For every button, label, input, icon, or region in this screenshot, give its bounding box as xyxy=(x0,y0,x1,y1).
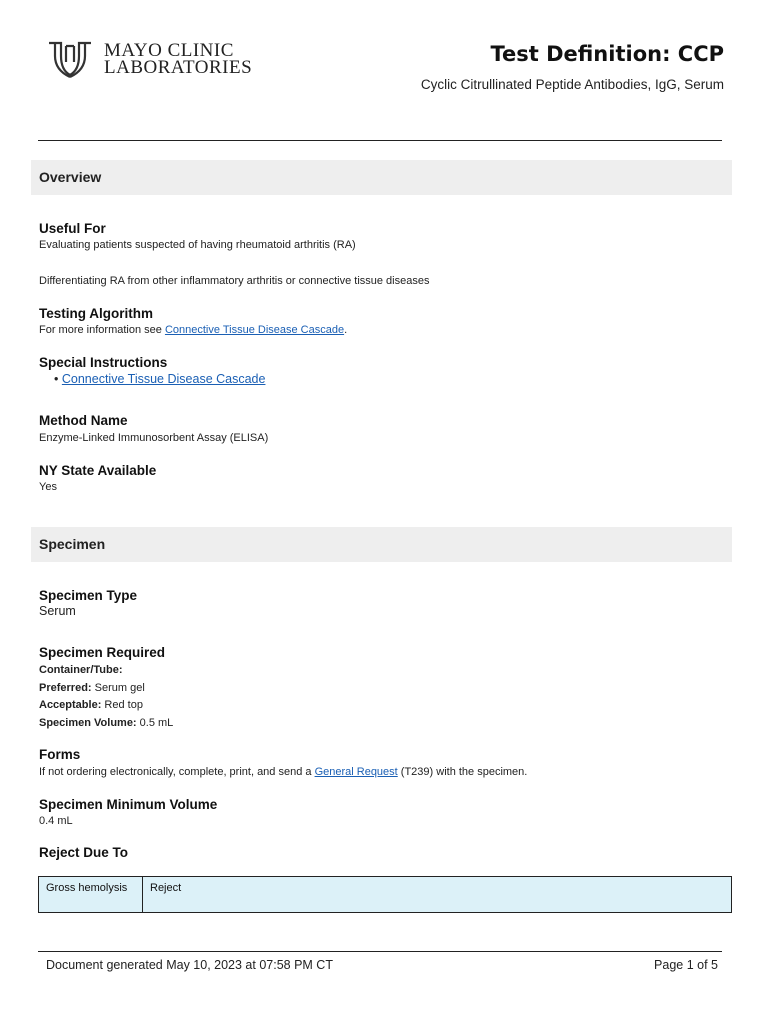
logo-line-1: MAYO CLINIC xyxy=(104,40,234,61)
forms-suffix: (T239) with the specimen. xyxy=(397,766,528,778)
header-divider xyxy=(38,140,722,141)
container-tube-label: Container/Tube: xyxy=(39,664,123,676)
logo-line-2: LABORATORIES xyxy=(104,57,253,78)
forms-prefix: If not ordering electronically, complete, print, and send a xyxy=(39,766,315,778)
page-title: Test Definition: CCP xyxy=(490,42,724,66)
useful-for-heading: Useful For xyxy=(39,221,106,236)
footer-divider xyxy=(38,951,722,952)
overview-section-title: Overview xyxy=(39,169,102,185)
method-name-value: Enzyme-Linked Immunosorbent Assay (ELISA) xyxy=(39,432,269,444)
testing-algorithm-text xyxy=(39,324,347,336)
acceptable-label: Acceptable: xyxy=(39,699,102,711)
document-generated-text: Document generated May 10, 2023 at 07:58 PM CT xyxy=(46,958,333,972)
ny-state-value: Yes xyxy=(39,481,57,493)
overview-section-header xyxy=(31,160,732,195)
page-number: Page 1 of 5 xyxy=(654,958,718,972)
connective-tissue-cascade-link[interactable]: Connective Tissue Disease Cascade xyxy=(164,324,345,336)
general-request-link[interactable]: General Request xyxy=(314,766,398,778)
testing-algorithm-prefix: For more information see xyxy=(39,324,165,336)
special-instructions-item xyxy=(54,372,265,386)
special-instructions-heading: Special Instructions xyxy=(39,355,168,370)
bullet: • xyxy=(54,372,59,386)
volume-label: Specimen Volume: xyxy=(39,717,137,729)
testing-algorithm-heading: Testing Algorithm xyxy=(39,306,153,321)
mayo-clinic-logo xyxy=(46,40,252,78)
mayo-shield-icon xyxy=(46,40,94,78)
special-instructions-link[interactable]: Connective Tissue Disease Cascade xyxy=(61,372,266,386)
specimen-required-heading: Specimen Required xyxy=(39,645,166,660)
ny-state-heading: NY State Available xyxy=(39,463,157,478)
reject-table xyxy=(38,876,732,913)
specimen-type-value: Serum xyxy=(39,604,76,618)
min-volume-heading: Specimen Minimum Volume xyxy=(39,797,218,812)
preferred-label: Preferred: xyxy=(39,682,92,694)
testing-algorithm-suffix: . xyxy=(344,324,348,336)
method-name-heading: Method Name xyxy=(39,413,128,428)
useful-for-line-1: Evaluating patients suspected of having rheumatoid arthritis (RA) xyxy=(39,239,356,251)
acceptable-row xyxy=(39,699,143,711)
preferred-row xyxy=(39,682,145,694)
reject-condition-cell: Gross hemolysis xyxy=(39,877,143,912)
useful-for-line-2: Differentiating RA from other inflammatory arthritis or connective tissue diseases xyxy=(39,275,430,287)
preferred-value: Serum gel xyxy=(91,682,145,694)
reject-due-to-heading: Reject Due To xyxy=(39,845,129,860)
forms-heading: Forms xyxy=(39,747,81,762)
specimen-section-header xyxy=(31,527,732,562)
forms-text xyxy=(39,766,527,778)
reject-action-cell: Reject xyxy=(150,882,182,894)
volume-row xyxy=(39,717,173,729)
page-subtitle: Cyclic Citrullinated Peptide Antibodies, IgG, Serum xyxy=(420,77,724,92)
min-volume-value: 0.4 mL xyxy=(39,815,73,827)
container-label xyxy=(39,664,123,676)
acceptable-value: Red top xyxy=(101,699,143,711)
specimen-type-heading: Specimen Type xyxy=(39,588,138,603)
volume-value: 0.5 mL xyxy=(136,717,174,729)
specimen-section-title: Specimen xyxy=(39,536,106,552)
